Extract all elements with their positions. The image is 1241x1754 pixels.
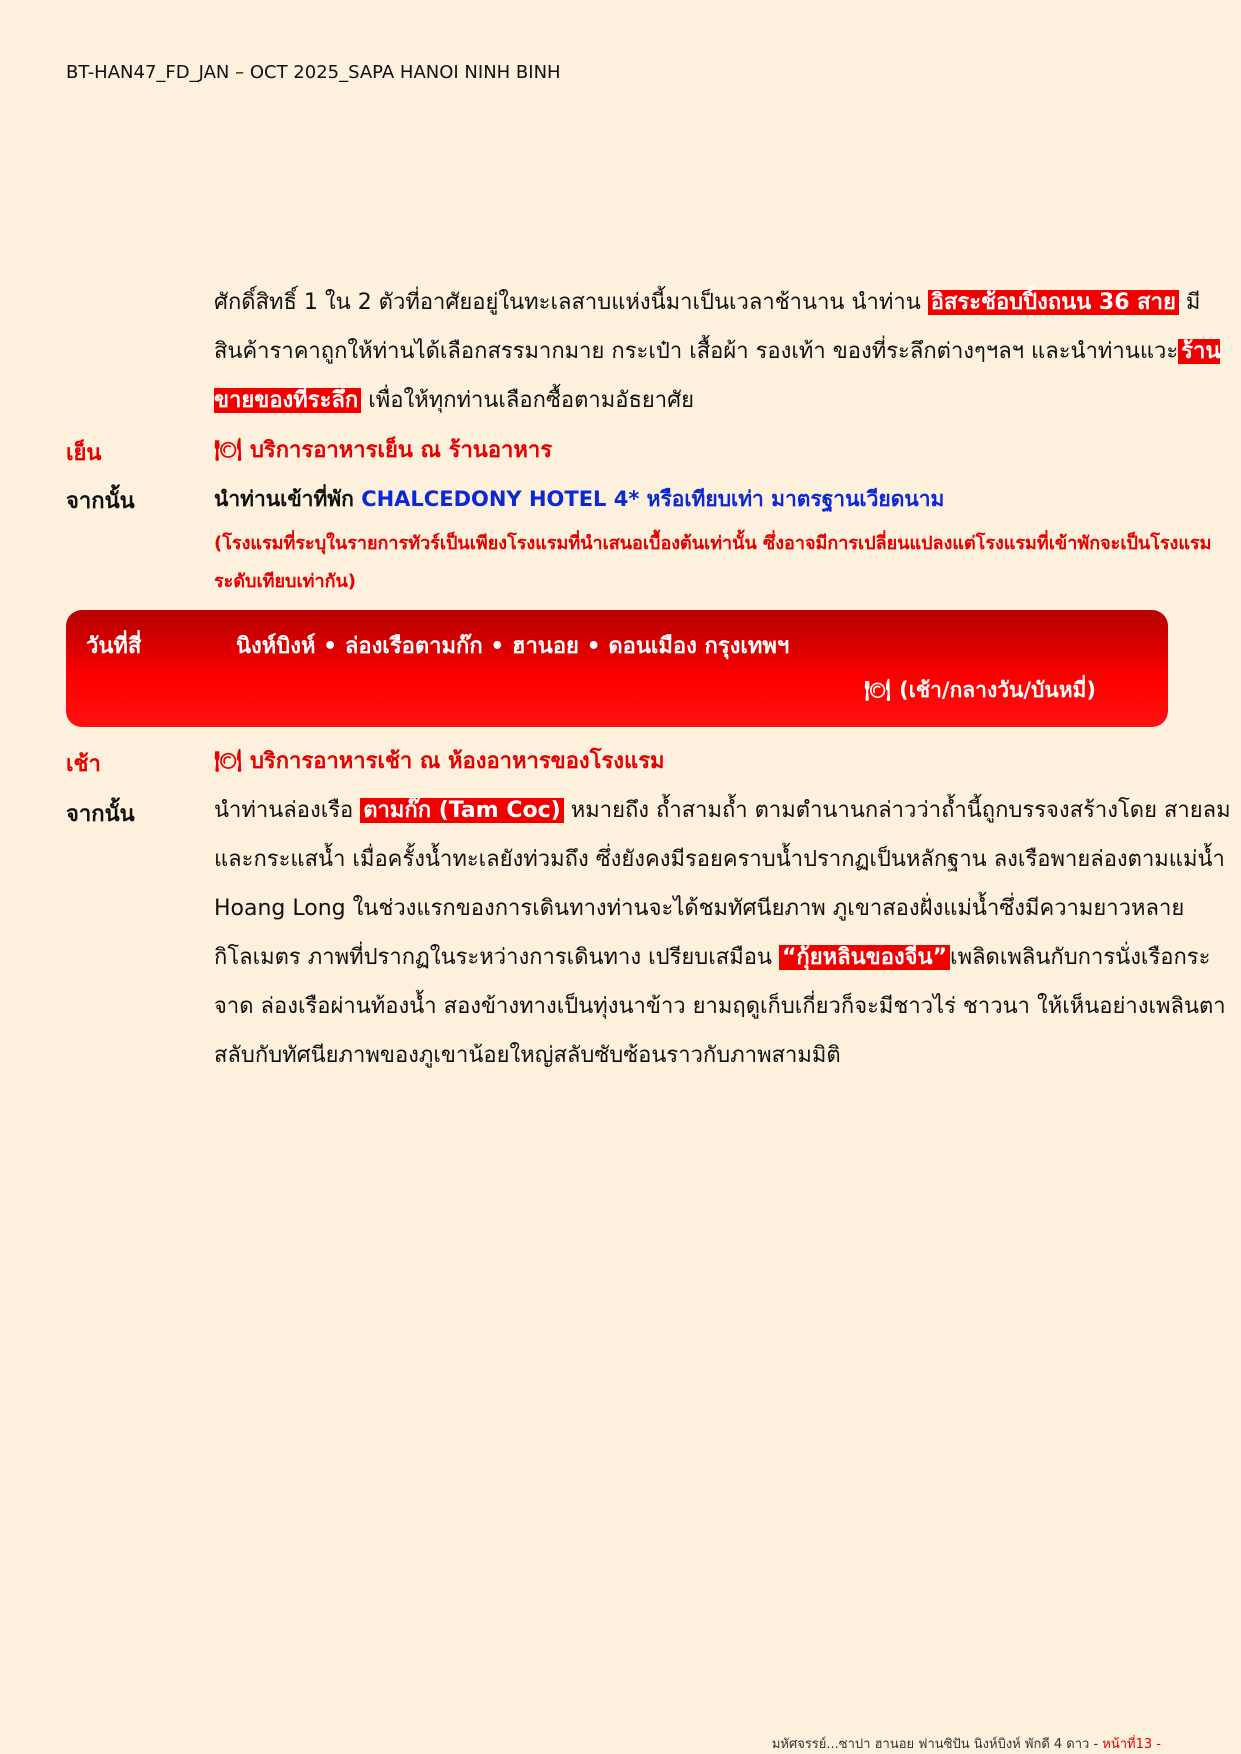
- hotel-label: จากนั้น: [66, 489, 135, 514]
- breakfast-label: เช้า: [66, 752, 101, 777]
- dinner-label: เย็น: [66, 441, 102, 466]
- hotel-note: (โรงแรมที่ระบุในรายการทัวร์เป็นเพียงโรงแรมที่นำเสนอเบื้องต้นเท่านั้น ซึ่งอาจมีการเปลี่ยนแปลงแต่โรงแรมที่เข้าพักจะเป็นโรงแรมระดับเทียบเท่ากัน): [214, 533, 1212, 592]
- dinner-description: บริการอาหารเย็น ณ ร้านอาหาร: [249, 438, 553, 463]
- shopping-text-1: ศักดิ์สิทธิ์ 1 ใน 2 ตัวที่อาศัยอยู่ในทะเลสาบแห่งนี้มาเป็นเวลาช้านาน นำท่าน: [214, 290, 928, 315]
- hotel-name: CHALCEDONY HOTEL 4* หรือเทียบเท่า มาตรฐานเวียดนาม: [361, 487, 945, 511]
- day-route: นิงห์บิงห์ • ล่องเรือตามก๊ก • ฮานอย • ดอนเมือง กรุงเทพฯ: [236, 634, 790, 659]
- hotel-text: [214, 477, 1241, 521]
- footer-text: มหัศจรรย์...ซาปา ฮานอย ฟานซิปัน นิงห์บิงห์ พักดี 4 ดาว -: [771, 1737, 1103, 1752]
- document-code-header: BT-HAN47_FD_JAN – OCT 2025_SAPA HANOI NINH BINH: [66, 62, 561, 83]
- dish-icon: 🍽: [864, 678, 892, 702]
- highlight-guilin: “กุ้ยหลินของจีน”: [779, 945, 950, 970]
- shopping-text-3: เพื่อให้ทุกท่านเลือกซื้อตามอัธยาศัย: [361, 388, 694, 413]
- tamcoc-text-3: เพลิดเพลินกับการนั่งเรือกระจาด ล่องเรือผ่านท้องน้ำ สองข้างทางเป็นทุ่งนาข้าว ยามฤดูเก็บเกี่ยวก็จะมีชาวไร่ ชาวนา ให้เห็นอย่างเพลินตา สลับกับทัศนียภาพของภูเขาน้อยใหญ่สลับซับซ้อนราวกับภาพสามมิติ: [214, 945, 1226, 1068]
- tamcoc-paragraph: [214, 786, 1241, 1080]
- day-label: วันที่สี่: [86, 634, 142, 659]
- highlight-tam-coc: ตามก๊ก (Tam Coc): [360, 798, 563, 823]
- shopping-text-2: มีสินค้าราคาถูกให้ท่านได้เลือกสรรมากมาย กระเป๋า เสื้อผ้า รองเท้า ของที่ระลึกต่างๆฯลฯ และนำท่านแวะ: [214, 290, 1201, 364]
- tamcoc-text-1: นำท่านล่องเรือ: [214, 798, 361, 823]
- breakfast-text: [214, 740, 1241, 784]
- page-number: หน้าที่13 -: [1102, 1737, 1161, 1752]
- day-meals: [864, 674, 1096, 707]
- tamcoc-text-2: หมายถึง ถ้ำสามถ้ำ ตามตำนานกล่าวว่าถ้ำนี้ถูกบรรจงสร้างโดย สายลมและกระแสน้ำ เมื่อครั้งน้ำทะเลยังท่วมถึง ซึ่งยังคงมีรอยคราบน้ำปรากฏเป็นหลักฐาน ลงเรือพายล่องตามแม่น้ำ Hoang Long ในช่วงแรกของการเดินทางท่านจะได้ชมทัศนียภาพ ภูเขาสองฝั่งแม่น้ำซึ่งมีความยาวหลายกิโลเมตร ภาพที่ปรากฏในระหว่างการเดินทาง เปรียบเสมือน: [214, 798, 1231, 970]
- highlight-souvenir-shop: ร้านขายของที่ระลึก: [214, 339, 1221, 413]
- day-meals-text: (เช้า/กลางวัน/บันหมี่): [899, 678, 1096, 702]
- page-footer: [772, 1733, 1161, 1754]
- tamcoc-label: จากนั้น: [66, 802, 135, 827]
- hotel-intro: นำท่านเข้าที่พัก: [214, 487, 362, 511]
- dinner-text: [214, 429, 1241, 473]
- shopping-paragraph: [214, 278, 1241, 425]
- dish-icon: 🍽: [214, 749, 242, 774]
- breakfast-description: บริการอาหารเช้า ณ ห้องอาหารของโรงแรม: [249, 749, 665, 774]
- highlight-36-streets: อิสระช้อบปิ้งถนน 36 สาย: [928, 290, 1179, 315]
- day-four-banner: [66, 610, 1168, 727]
- dish-icon: 🍽: [214, 438, 242, 463]
